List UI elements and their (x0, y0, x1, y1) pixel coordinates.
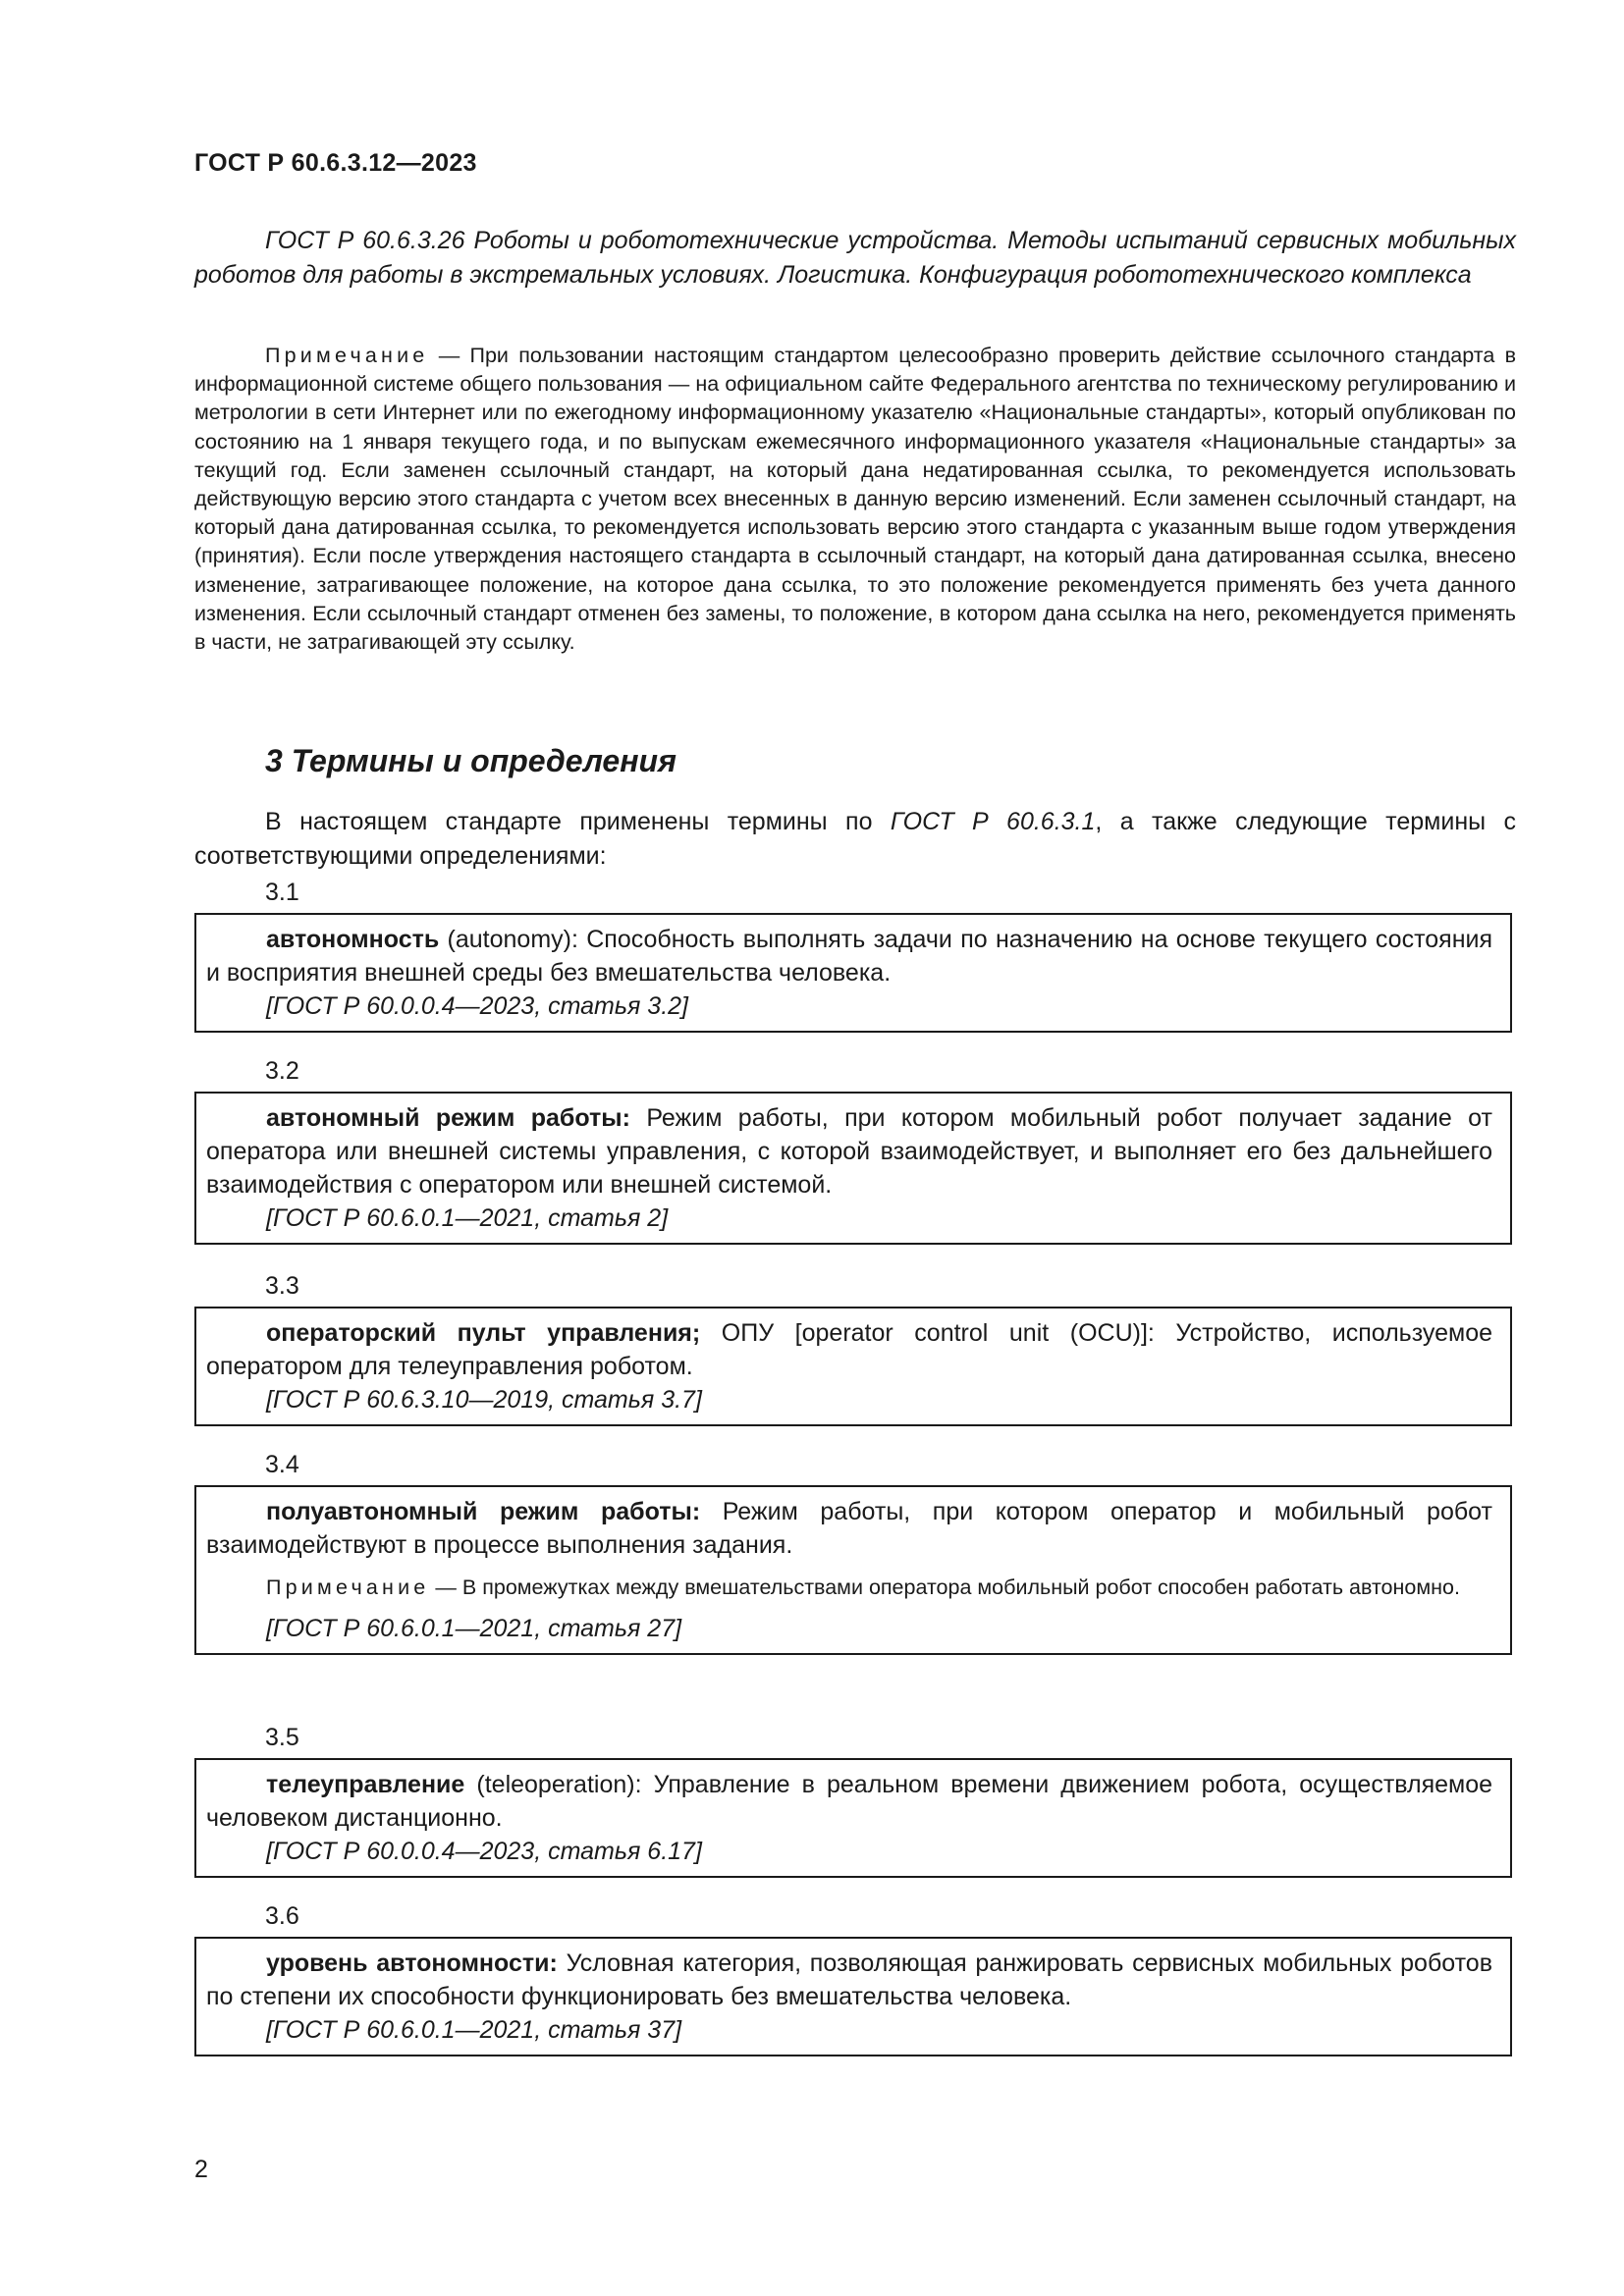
term-name: полуавтономный режим работы: (266, 1498, 701, 1525)
term-source: [ГОСТ Р 60.0.0.4—2023, статья 3.2] (266, 992, 689, 1020)
term-text: Режим работы, при котором мобильный робот получает задание от оператора или внешней системы управления, с которой взаимодействует, и выполняет его без дальнейшего взаимодействия с оператором или внешней системой. (206, 1104, 1492, 1199)
term-text: (teleoperation): Управление в реальном времени движением робота, осуществляемое человеком дистанционно. (206, 1771, 1492, 1832)
term-definition (206, 1316, 1492, 1383)
term-name: телеуправление (266, 1771, 465, 1798)
section-intro (194, 805, 1516, 874)
term-text: Режим работы, при котором оператор и мобильный робот взаимодействуют в процессе выполнения задания. (206, 1498, 1492, 1559)
note-label: Примечание (266, 1575, 430, 1599)
note-label: Примечание (265, 344, 429, 367)
term-definition-box (194, 1485, 1512, 1655)
term-source: [ГОСТ Р 60.6.3.10—2019, статья 3.7] (266, 1386, 702, 1414)
intro-reference: ГОСТ Р 60.6.3.1 (890, 808, 1096, 835)
term-source: [ГОСТ Р 60.6.0.1—2021, статья 2] (266, 1204, 669, 1232)
term-definition (206, 1947, 1492, 2013)
normative-reference-entry: ГОСТ Р 60.6.3.26 Роботы и робототехнические устройства. Методы испытаний сервисных мобильных роботов для работы в экстремальных условиях. Логистика. Конфигурация робототехнического комплекса (194, 227, 1516, 289)
term-number: 3.4 (265, 1451, 299, 1478)
term-definition (206, 1768, 1492, 1835)
term-source: [ГОСТ Р 60.6.0.1—2021, статья 37] (266, 2016, 682, 2044)
section-title: 3 Термины и определения (265, 743, 677, 778)
term-definition (206, 1495, 1492, 1562)
term-name: автономный режим работы: (266, 1104, 630, 1132)
term-definition-box (194, 913, 1512, 1033)
term-name: уровень автономности: (266, 1949, 558, 1977)
term-number: 3.6 (265, 1902, 299, 1930)
term-name: автономность (266, 926, 440, 953)
term-text: (autonomy): Способность выполнять задачи по назначению на основе текущего состояния и восприятия внешней среды без вмешательства человека. (206, 926, 1492, 987)
term-note (206, 1574, 1492, 1602)
intro-text-before: В настоящем стандарте применены термины по (265, 808, 891, 835)
page-number: 2 (194, 2156, 208, 2183)
term-text: Условная категория, позволяющая ранжировать сервисных мобильных роботов по степени их способности функционировать без вмешательства человека. (206, 1949, 1492, 2010)
term-number: 3.1 (265, 879, 299, 906)
term-name: операторский пульт управления; (266, 1319, 701, 1347)
intro-text-after: , а также следующие термины с соответствующими определениями: (194, 808, 1516, 870)
standard-code-header: ГОСТ Р 60.6.3.12—2023 (194, 149, 477, 177)
note-text: — В промежутках между вмешательствами оператора мобильный робот способен работать автономно. (429, 1575, 1460, 1599)
term-source: [ГОСТ Р 60.0.0.4—2023, статья 6.17] (266, 1838, 702, 1865)
note-text: — При пользовании настоящим стандартом целесообразно проверить действие ссылочного стандарта в информационной системе общего пользования — на официальном сайте Федерального агентства по техническому регулированию и метрологии в сети Интернет или по ежегодному информационному указателю «Национальные стандарты», который опубликован по состоянию на 1 января текущего года, и по выпускам ежемесячного информационного указателя «Национальные стандарты» за текущий год. Если заменен ссылочный стандарт, на который дана недатированная ссылка, то рекомендуется использовать действующую версию этого стандарта с учетом всех внесенных в данную версию изменений. Если заменен ссылочный стандарт, на который дана датированная ссылка, то рекомендуется использовать версию этого стандарта с указанным выше годом утверждения (принятия). Если после утверждения настоящего стандарта в ссылочный стандарт, на который дана датированная ссылка, внесено изменение, затрагивающее положение, на которое дана ссылка, то это положение рекомендуется применять без учета данного изменения. Если ссылочный стандарт отменен без замены, то положение, в котором дана ссылка на него, рекомендуется применять в части, не затрагивающей эту ссылку. (194, 344, 1516, 655)
term-text: ОПУ [operator control unit (OCU)]: Устройство, используемое оператором для телеуправления роботом. (206, 1319, 1493, 1380)
term-definition (206, 923, 1492, 989)
term-source: [ГОСТ Р 60.6.0.1—2021, статья 27] (266, 1615, 682, 1642)
term-definition (206, 1101, 1492, 1201)
term-definition-box (194, 1092, 1512, 1245)
term-number: 3.2 (265, 1057, 299, 1085)
term-definition-box (194, 1307, 1512, 1426)
term-number: 3.5 (265, 1724, 299, 1751)
reference-note (194, 342, 1516, 657)
term-definition-box (194, 1758, 1512, 1878)
term-number: 3.3 (265, 1272, 299, 1300)
term-definition-box (194, 1937, 1512, 2056)
